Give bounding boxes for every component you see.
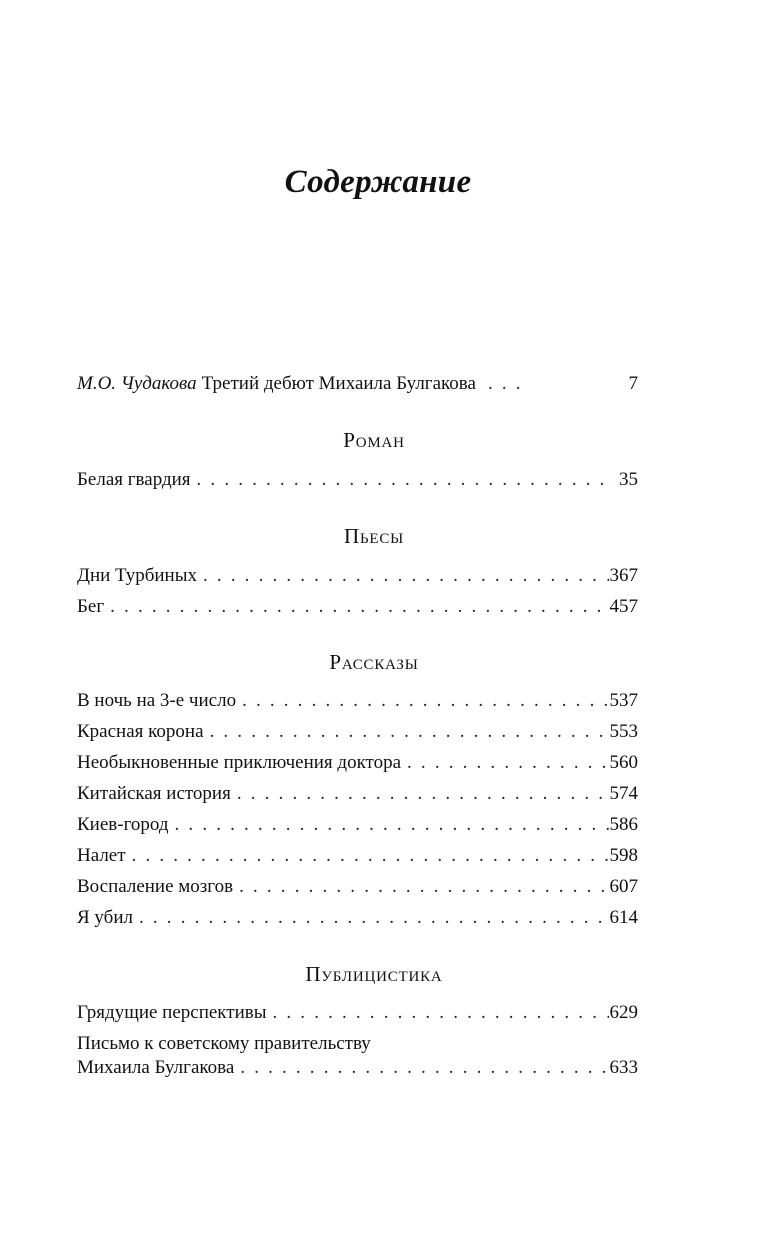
toc-entry-page: 560 bbox=[609, 752, 638, 773]
toc-entry-title: Белая гвардия bbox=[77, 469, 191, 490]
toc-entry[interactable] bbox=[77, 749, 638, 777]
dot-leader bbox=[242, 687, 608, 715]
page-title: Содержание bbox=[284, 164, 472, 201]
section-heading-stories: Рассказы bbox=[329, 650, 419, 674]
dot-leader bbox=[203, 562, 609, 590]
toc-entry[interactable] bbox=[77, 842, 638, 870]
toc-entry-author: М.О. Чудакова bbox=[77, 373, 197, 394]
dot-leader bbox=[273, 999, 609, 1027]
toc-entry-title: Необыкновенные приключения доктора bbox=[77, 752, 402, 773]
toc-entry-title: Воспаление мозгов bbox=[77, 876, 234, 897]
toc-entry[interactable] bbox=[77, 562, 638, 590]
dot-leader bbox=[237, 780, 609, 808]
toc-entry[interactable] bbox=[77, 780, 638, 808]
toc-entry[interactable] bbox=[77, 593, 638, 621]
toc-entry-title: Налет bbox=[77, 845, 126, 866]
toc-entry-title: Китайская история bbox=[77, 783, 231, 804]
toc-entry-page: 35 bbox=[619, 469, 638, 490]
toc-entry-page: 537 bbox=[609, 690, 638, 711]
toc-entry-page: 633 bbox=[609, 1057, 638, 1078]
dot-leader bbox=[175, 811, 609, 839]
dot-leader bbox=[139, 904, 609, 932]
toc-entry[interactable] bbox=[77, 873, 638, 901]
toc-entry-title: Красная корона bbox=[77, 721, 204, 742]
toc-entry-title: В ночь на 3-е число bbox=[77, 690, 237, 711]
dot-leader bbox=[110, 593, 608, 621]
toc-entry[interactable] bbox=[77, 904, 638, 932]
dot-leader bbox=[239, 873, 608, 901]
dot-leader bbox=[407, 749, 608, 777]
dot-leader bbox=[482, 370, 523, 398]
toc-entry-page: 629 bbox=[609, 1002, 638, 1023]
toc-entry-title bbox=[77, 370, 482, 398]
toc-entry[interactable] bbox=[77, 1054, 638, 1082]
toc-entry[interactable] bbox=[77, 718, 638, 746]
toc-entry-page: 598 bbox=[609, 845, 638, 866]
toc-entry-page: 553 bbox=[609, 721, 638, 742]
toc-entry-title-text: Третий дебют Михаила Булгакова bbox=[201, 373, 476, 394]
toc-entry-page: 586 bbox=[609, 814, 638, 835]
dot-leader bbox=[210, 718, 609, 746]
toc-entry-page: 607 bbox=[609, 876, 638, 897]
toc-entry-page: 457 bbox=[609, 596, 638, 617]
toc-entry-page: 7 bbox=[628, 373, 638, 394]
toc-entry-title: Дни Турбиных bbox=[77, 565, 197, 586]
dot-leader bbox=[197, 466, 615, 494]
toc-entry-title: Михаила Булгакова bbox=[77, 1057, 235, 1078]
toc-entry-title: Грядущие перспективы bbox=[77, 1002, 267, 1023]
toc-entry-intro[interactable] bbox=[77, 370, 638, 398]
toc-entry[interactable] bbox=[77, 999, 638, 1027]
toc-entry-page: 574 bbox=[609, 783, 638, 804]
toc-entry-title: Бег bbox=[77, 596, 105, 617]
dot-leader bbox=[132, 842, 609, 870]
toc-entry-page: 614 bbox=[609, 907, 638, 928]
toc-entry-title: Киев-город bbox=[77, 814, 169, 835]
dot-leader bbox=[240, 1054, 608, 1082]
toc-entry[interactable] bbox=[77, 466, 638, 494]
toc-entry-page: 367 bbox=[609, 565, 638, 586]
section-heading-novel: Роман bbox=[343, 428, 405, 452]
toc-entry[interactable] bbox=[77, 811, 638, 839]
section-heading-plays: Пьесы bbox=[343, 524, 405, 548]
section-heading-journalism: Публицистика bbox=[305, 962, 443, 986]
toc-entry[interactable] bbox=[77, 687, 638, 715]
toc-entry-title: Я убил bbox=[77, 907, 133, 928]
toc-entry-title-line1[interactable]: Письмо к советскому правительству bbox=[77, 1033, 371, 1054]
